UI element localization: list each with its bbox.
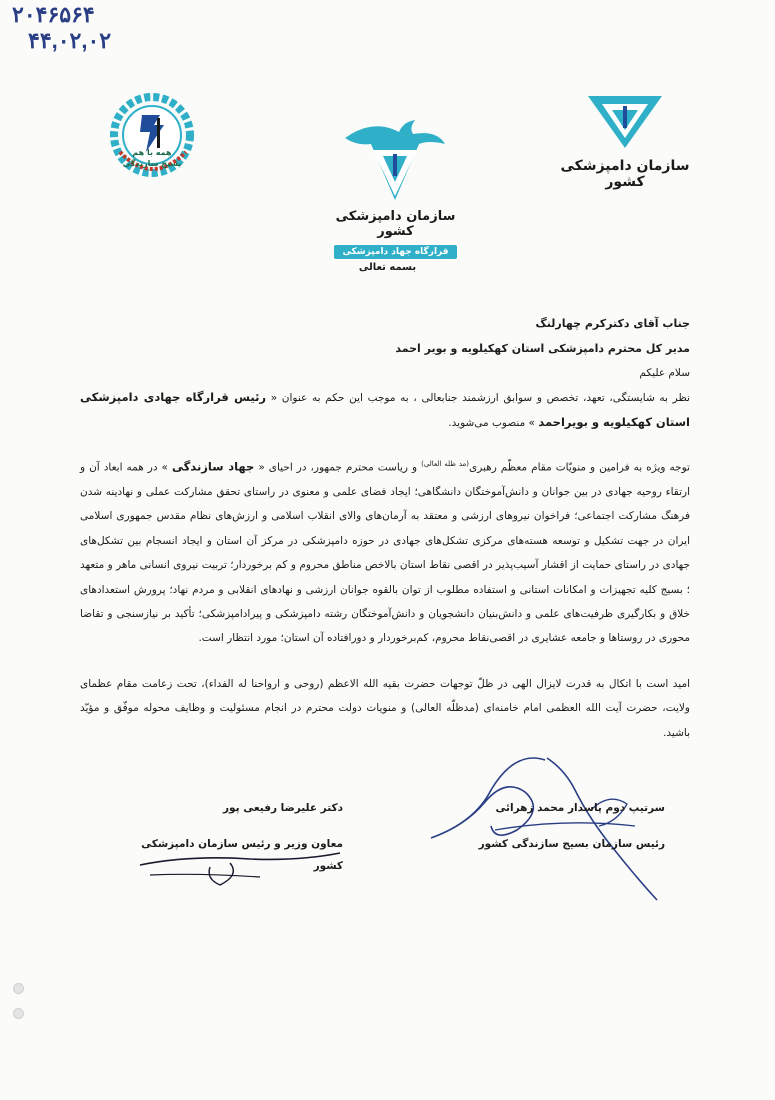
- punch-hole: [13, 1008, 24, 1019]
- reference-date: ۴۴,۰۲,۰۲: [28, 28, 112, 53]
- center-org-name: سازمان دامپزشکی کشور: [335, 209, 456, 239]
- signer-right-title: رئیس سازمان بسیج سازندگی کشور: [478, 838, 665, 850]
- dove-shield-icon: [333, 110, 458, 205]
- p2-text-a: توجه ویژه به فرامین و منویّات مقام معظّم رهبری: [469, 461, 690, 474]
- greeting: سلام علیکم: [639, 367, 690, 379]
- jihad-hq-logo: [333, 110, 458, 257]
- punch-hole: [13, 983, 24, 994]
- logo-caption-top: همه با هم: [132, 148, 172, 157]
- signer-right-name: سرتیپ دوم پاسدار محمد زهرائی: [495, 802, 665, 814]
- signer-left-title: معاون وزیر و رئیس سازمان دامپزشکی کشور: [141, 838, 343, 872]
- gear-emblem-icon: [102, 90, 202, 190]
- p1-text-c: » منصوب می‌شوید.: [448, 417, 539, 430]
- p1-text-a: نظر به شایستگی، تعهد، تخصص و سوابق ارزشمند جنابعالی ، به موجب این حکم به عنوان «: [266, 392, 690, 404]
- addressee-title: مدیر کل محترم دامپزشکی استان کهکیلویه و بویر احمد: [395, 342, 690, 355]
- p2-jihad-term: جهاد سازندگی: [171, 459, 255, 474]
- shield-icon: [580, 90, 670, 152]
- addressee-name: جناب آقای دکترکرم چهارلنگ: [535, 317, 690, 330]
- basmala-heading: بسمه تعالی: [358, 262, 417, 273]
- ivo-logo: [560, 90, 690, 190]
- p2-text-d: » در همه ابعاد آن و ارتقاء روحیه جهادی در بین جوانان و دانش‌آموختگان دانشگاهی؛ ایجاد فضای علمی و معنوی در راستای تحقق مشارکت عملی و نهادینه شدن فرهنگ مشارکت اجتماعی؛ فراخوان نیروهای ارزشی و معتقد به آرمان‌های والای انقلاب اسلامی و ارزش‌های نظام مقدس جمهوری اسلامی ایران در جهت تشکیل و توسعه هسته‌های مرکزی تشکل‌های جهادی در حوزه دامپزشکی در مرکز آن استان و ایجاد انسجام بین تشکل‌های جهادی در راستای حمایت از اقشار آسیب‌پذیر در اقصی نقاط استان بالاخص مناطق محروم و کم برخوردار؛ تربیت نیروی انسانی ماهر و متعهد ؛ بسیج کلیه تجهیزات و امکانات استانی و استفاده مطلوب از توان بالقوه جوانان ارزشی و نهادهای انقلابی و مردم نهاد؛ پرورش استعدادهای خلاق و بکارگیری ظرفیت‌های علمی و دانش‌بنیان دانشجویان و دانش‌آموختگان رشته دامپزشکی و پیرادامپزشکی؛ تأکید بر نیازسنجی و تقاضا محوری در روستاها و جامعه عشایری در اقصی‌نقاط محروم، کم‌برخوردار و دورافتاده آن استان؛ مورد انتظار است.: [80, 461, 690, 645]
- logo-caption-bottom: بسیج سازندگی: [122, 159, 182, 168]
- signer-left-name: دکتر علیرضا رفیعی پور: [223, 802, 343, 814]
- signer-left-block: [125, 797, 343, 877]
- p2-superscript: (مد ظله العالی): [421, 460, 469, 468]
- basij-sazandegi-logo: [102, 90, 202, 190]
- right-org-name: سازمان دامپزشکی کشور: [560, 158, 690, 190]
- paragraph-closing: امید است با اتکال به قدرت لایزال الهی در ظلّ توجهات حضرت بقیه الله الاعظم (روحی و ارواحنا له الفداء)، تحت زعامت مقام عظمای ولایت، حضرت آیت الله العظمی امام خامنه‌ای (مدظلّه العالی) و منویات دولت محترم در انجام مسئولیت و وظایف محوله موفّق و مؤیّد باشید.: [80, 678, 690, 739]
- paragraph-duties: [80, 452, 690, 651]
- reference-number: ۲۰۴۶۵۶۴: [12, 2, 95, 27]
- addressee-block: [80, 311, 690, 386]
- p2-text-b: و ریاست محترم جمهور، در احیای «: [254, 461, 422, 474]
- paragraph-appointment: [80, 385, 690, 436]
- hq-band-label: قرارگاه جهاد دامپزشکی: [334, 245, 456, 259]
- signer-right-block: [465, 797, 665, 855]
- p1-position-title: رئیس قرارگاه جهادی دامپزشکی استان کهکیلویه و بویراحمد: [80, 390, 690, 430]
